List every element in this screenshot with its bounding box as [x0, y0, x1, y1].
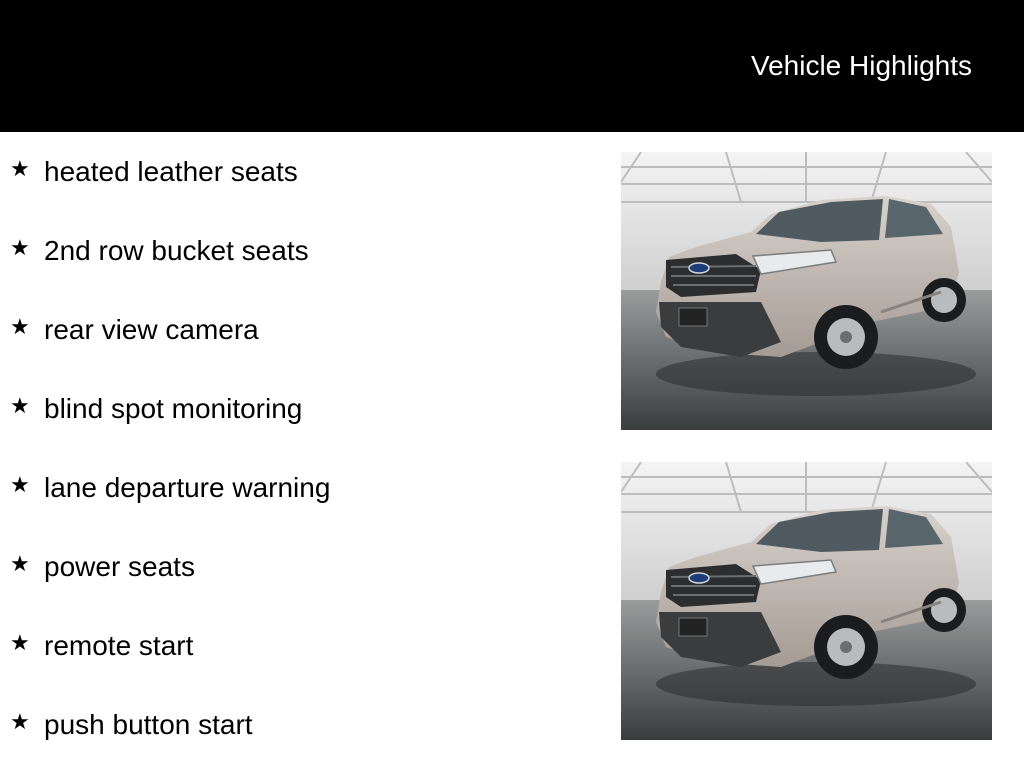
star-icon: ★ — [10, 709, 30, 734]
list-item — [10, 231, 309, 271]
star-icon: ★ — [10, 630, 30, 655]
suv-image-icon — [621, 152, 992, 430]
list-item — [10, 705, 253, 745]
list-item — [10, 152, 298, 192]
list-item — [10, 310, 259, 350]
list-item — [10, 468, 330, 508]
list-item — [10, 626, 193, 666]
list-item — [10, 389, 302, 429]
header-bar — [0, 0, 1024, 132]
feature-list — [0, 132, 600, 768]
star-icon: ★ — [10, 472, 30, 497]
feature-label: rear view camera — [44, 314, 259, 345]
feature-label: heated leather seats — [44, 156, 298, 187]
page-title: Vehicle Highlights — [750, 50, 972, 81]
star-icon: ★ — [10, 235, 30, 260]
star-icon: ★ — [10, 551, 30, 576]
feature-label: lane departure warning — [44, 472, 331, 503]
star-icon: ★ — [10, 314, 30, 339]
suv-image-icon — [621, 462, 992, 740]
feature-label: remote start — [44, 630, 194, 661]
feature-label: blind spot monitoring — [44, 393, 303, 424]
vehicle-photo — [621, 462, 992, 740]
vehicle-photo — [621, 152, 992, 430]
list-item — [10, 547, 195, 587]
star-icon: ★ — [10, 156, 30, 181]
feature-label: 2nd row bucket seats — [44, 235, 309, 266]
feature-label: power seats — [44, 551, 195, 582]
feature-label: push button start — [44, 709, 253, 740]
star-icon: ★ — [10, 393, 30, 418]
